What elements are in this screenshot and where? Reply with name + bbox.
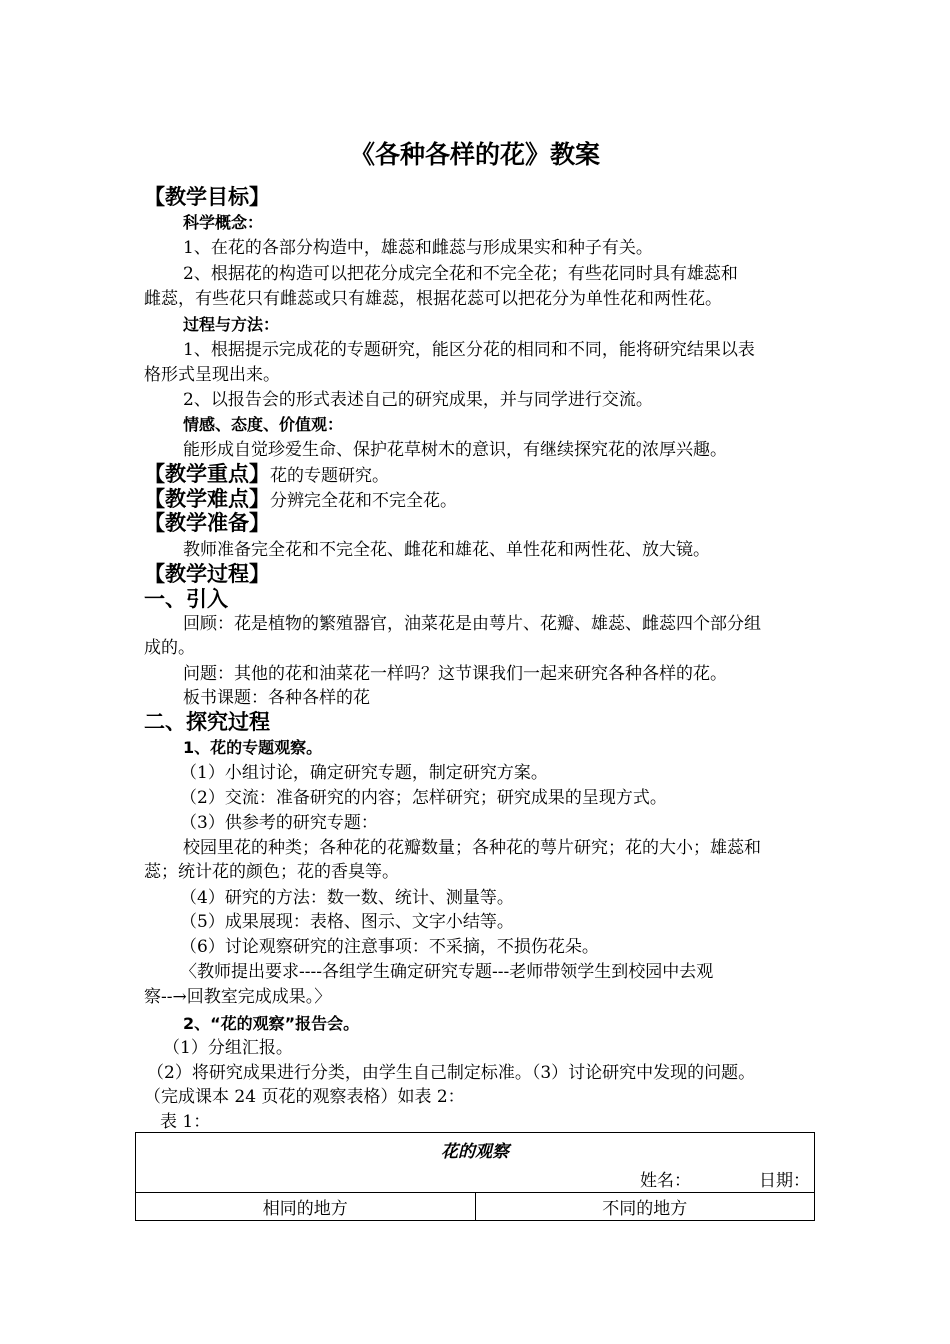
- science-point-1: 1、在花的各部分构造中，雄蕊和雌蕊与形成果实和种子有关。: [183, 238, 653, 258]
- name-label: 姓名：: [640, 1171, 691, 1191]
- section1-topics-a: 校园里花的种类；各种花的花瓣数量；各种花的萼片研究；花的大小；雄蕊和: [183, 838, 761, 858]
- intro-review-a: 回顾：花是植物的繁殖器官，油菜花是由萼片、花瓣、雄蕊、雌蕊四个部分组: [183, 614, 761, 634]
- focus-heading: 【教学重点】: [144, 462, 270, 486]
- process-heading: 【教学过程】: [144, 562, 270, 586]
- focus-row: [144, 462, 389, 488]
- prep-heading: 【教学准备】: [144, 511, 270, 535]
- section2-item-1: （1）分组汇报。: [163, 1038, 293, 1058]
- difficulty-text: 分辨完全花和不完全花。: [270, 491, 457, 511]
- observation-table-title: 花的观察: [136, 1133, 815, 1166]
- science-point-2a: 2、根据花的构造可以把花分成完全花和不完全花；有些花同时具有雄蕊和: [183, 264, 738, 284]
- date-label: 日期：: [759, 1171, 810, 1191]
- section2-item-2: （2）将研究成果进行分类，由学生自己制定标准。（3）讨论研究中发现的问题。: [147, 1063, 756, 1083]
- intro-review-b: 成的。: [144, 638, 195, 658]
- section2-item-3: （完成课本 24 页花的观察表格）如表 2：: [144, 1087, 465, 1107]
- intro-question: 问题：其他的花和油菜花一样吗？这节课我们一起来研究各种各样的花。: [183, 664, 727, 684]
- focus-text: 花的专题研究。: [270, 466, 389, 486]
- process-point-1b: 格形式呈现出来。: [144, 365, 280, 385]
- section2-label: 2、“花的观察”报告会。: [183, 1014, 360, 1033]
- section1-item-3: （3）供参考的研究专题：: [180, 813, 378, 833]
- process-point-1a: 1、根据提示完成花的专题研究，能区分花的相同和不同，能将研究结果以表: [183, 340, 755, 360]
- intro-board: 板书课题：各种各样的花: [183, 688, 370, 708]
- section1-item-2: （2）交流：准备研究的内容；怎样研究；研究成果的呈现方式。: [180, 788, 667, 808]
- section1-item-5: （5）成果展现：表格、图示、文字小结等。: [180, 912, 514, 932]
- difficulty-heading: 【教学难点】: [144, 487, 270, 511]
- explore-heading: 二、探究过程: [144, 710, 270, 734]
- section1-item-6: （6）讨论观察研究的注意事项：不采摘，不损伤花朵。: [180, 937, 599, 957]
- science-point-2b: 雌蕊，有些花只有雌蕊或只有雄蕊，根据花蕊可以把花分为单性花和两性花。: [144, 289, 722, 309]
- intro-heading: 一、引入: [144, 587, 228, 611]
- document-title: 《各种各样的花》教案: [349, 140, 600, 169]
- process-point-2: 2、以报告会的形式表述自己的研究成果，并与同学进行交流。: [183, 390, 653, 410]
- observation-table: [135, 1132, 815, 1221]
- process-method-label: 过程与方法：: [183, 315, 280, 334]
- section1-flow-a: 〈教师提出要求----各组学生确定研究专题---老师带领学生到校园中去观: [180, 962, 714, 982]
- goals-heading: 【教学目标】: [144, 185, 270, 209]
- table-label: 表 1：: [160, 1112, 211, 1132]
- emotion-point-1: 能形成自觉珍爱生命、保护花草树木的意识，有继续探究花的浓厚兴趣。: [183, 440, 727, 460]
- science-concept-label: 科学概念：: [183, 213, 264, 232]
- emotion-label: 情感、态度、价值观：: [183, 415, 344, 434]
- column-diff: 不同的地方: [475, 1193, 815, 1221]
- section1-item-1: （1）小组讨论，确定研究专题，制定研究方案。: [180, 763, 548, 783]
- section1-label: 1、花的专题观察。: [183, 738, 323, 757]
- difficulty-row: [144, 487, 457, 513]
- prep-text: 教师准备完全花和不完全花、雌花和雄花、单性花和两性花、放大镜。: [183, 540, 710, 560]
- section1-item-4: （4）研究的方法：数一数、统计、测量等。: [180, 888, 514, 908]
- column-same: 相同的地方: [136, 1193, 476, 1221]
- section1-topics-b: 蕊；统计花的颜色；花的香臭等。: [144, 862, 399, 882]
- section1-flow-b: 察--→回教室完成成果。〉: [144, 987, 332, 1007]
- observation-table-meta: [136, 1165, 815, 1193]
